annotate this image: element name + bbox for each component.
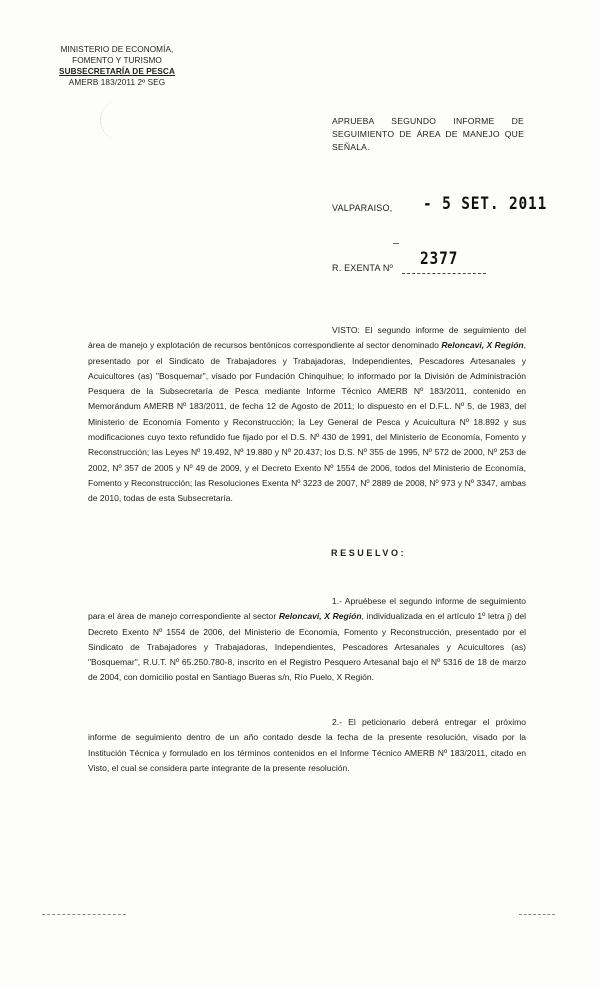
point-1-sector: Reloncavi, X Región bbox=[278, 611, 362, 622]
document-subject: APRUEBA SEGUNDO INFORME DE SEGUIMIENTO DE ÁREA DE MANEJO QUE SEÑALA. bbox=[332, 116, 524, 152]
resuelvo-heading: RESUELVO: bbox=[331, 548, 407, 558]
resolution-number-stamp: 2377 bbox=[420, 249, 459, 269]
date-stamp: - 5 SET. 2011 bbox=[423, 194, 548, 214]
point-1-text-cont: , individualizada en el artículo 1º letra j) del Decreto Exento Nº 1554 de 2006, del Ministerio de Economía, Fomento y Reconstrucción, presentado por el Sindicato de Trabajadores y Trabajadoras, Independientes, Pescadores Artesanales y Acuicultores (as) "Bosquemar", R.U.T. Nº 65.250.780-8, inscrito en el Registro Pesquero Artesanal bajo el Nº 5316 de 18 de marzo de 2004, con domicilio postal en Santiago Bueras s/n, Río Puelo, X Región. bbox=[88, 611, 527, 683]
letterhead-ministry: MINISTERIO DE ECONOMÍA, bbox=[60, 45, 174, 54]
place-label: VALPARAISO, bbox=[332, 203, 393, 213]
visto-lead: VISTO: bbox=[332, 325, 360, 335]
resolution-point-1 bbox=[88, 594, 526, 686]
footer-rule-left bbox=[42, 914, 126, 915]
letterhead-subsecretariat: SUBSECRETARÍA DE PESCA bbox=[59, 67, 175, 76]
point-1-lead: 1.- Apruébese el segundo informe de bbox=[332, 596, 477, 606]
resolution-point-2 bbox=[88, 715, 526, 776]
point-1-text: seguimiento para el área de manejo correspondiente al sector bbox=[88, 596, 527, 622]
stamp-tick bbox=[393, 243, 399, 244]
visto-text-cont: , presentado por el Sindicato de Trabajadores y Trabajadoras, Independientes, Pescadores Artesanales y Acuicultores (as) "Bosquemar", visado por Fundación Chinquihue; lo informado por la División de Administración Pesquera de la Subsecretaría de Pesca mediante Informe Técnico AMERB Nº 183/2011, contenido en Memorándum AMERB Nº 183/2011, de fecha 12 de Agosto de 2011; lo dispuesto en el D.F.L. Nº 5, de 1983, del Ministerio de Economía Fomento y Reconstrucción; la Ley General de Pesca y Acuicultura Nº 18.892 y sus modificaciones cuyo texto refundido fue fijado por el D.S. Nº 430 de 1991, del Ministerio de Economía, Fomento y Reconstrucción; las Leyes Nº 19.492, Nº 19.880 y Nº 20.437; los D.S. Nº 355 de 1995, Nº 572 de 2000, Nº 253 de 2002, Nº 357 de 2005 y Nº 49 de 2009, y el Decreto Exento Nº 1554 de 2006, todos del Ministerio de Economía, Fomento y Reconstrucción; las Resoluciones Exenta Nº 3223 de 2007, Nº 2889 de 2008, Nº 973 y Nº 3347, ambas de 2010, todas de esta Subsecretaría. bbox=[88, 340, 527, 504]
resolution-label: R. EXENTA Nº bbox=[332, 263, 394, 273]
footer-rule-right bbox=[519, 914, 555, 915]
letterhead bbox=[52, 44, 182, 88]
letterhead-ministry-cont: FOMENTO Y TURISMO bbox=[72, 56, 162, 65]
visto-sector: Reloncavi, X Región bbox=[441, 340, 524, 351]
visto-text: El segundo informe de seguimiento del área de manejo y explotación de recursos bentónicos correspondiente al sector denominado bbox=[88, 325, 527, 351]
letterhead-reference: AMERB 183/2011 2º SEG bbox=[68, 78, 166, 87]
faint-stamp-mark bbox=[100, 100, 151, 140]
point-2-lead: 2.- El peticionario deberá entregar el bbox=[332, 717, 490, 727]
resolution-number-line bbox=[402, 273, 486, 274]
visto-paragraph bbox=[88, 323, 526, 507]
point-2-text: próximo informe de seguimiento dentro de un año contado desde la fecha de la presente resolución, visado por la Institución Técnica y formulado en los términos contenidos en el Informe Técnico AMERB Nº 183/2011, citado en Visto, el cual se considera parte integrante de la presente resolución. bbox=[88, 717, 526, 773]
